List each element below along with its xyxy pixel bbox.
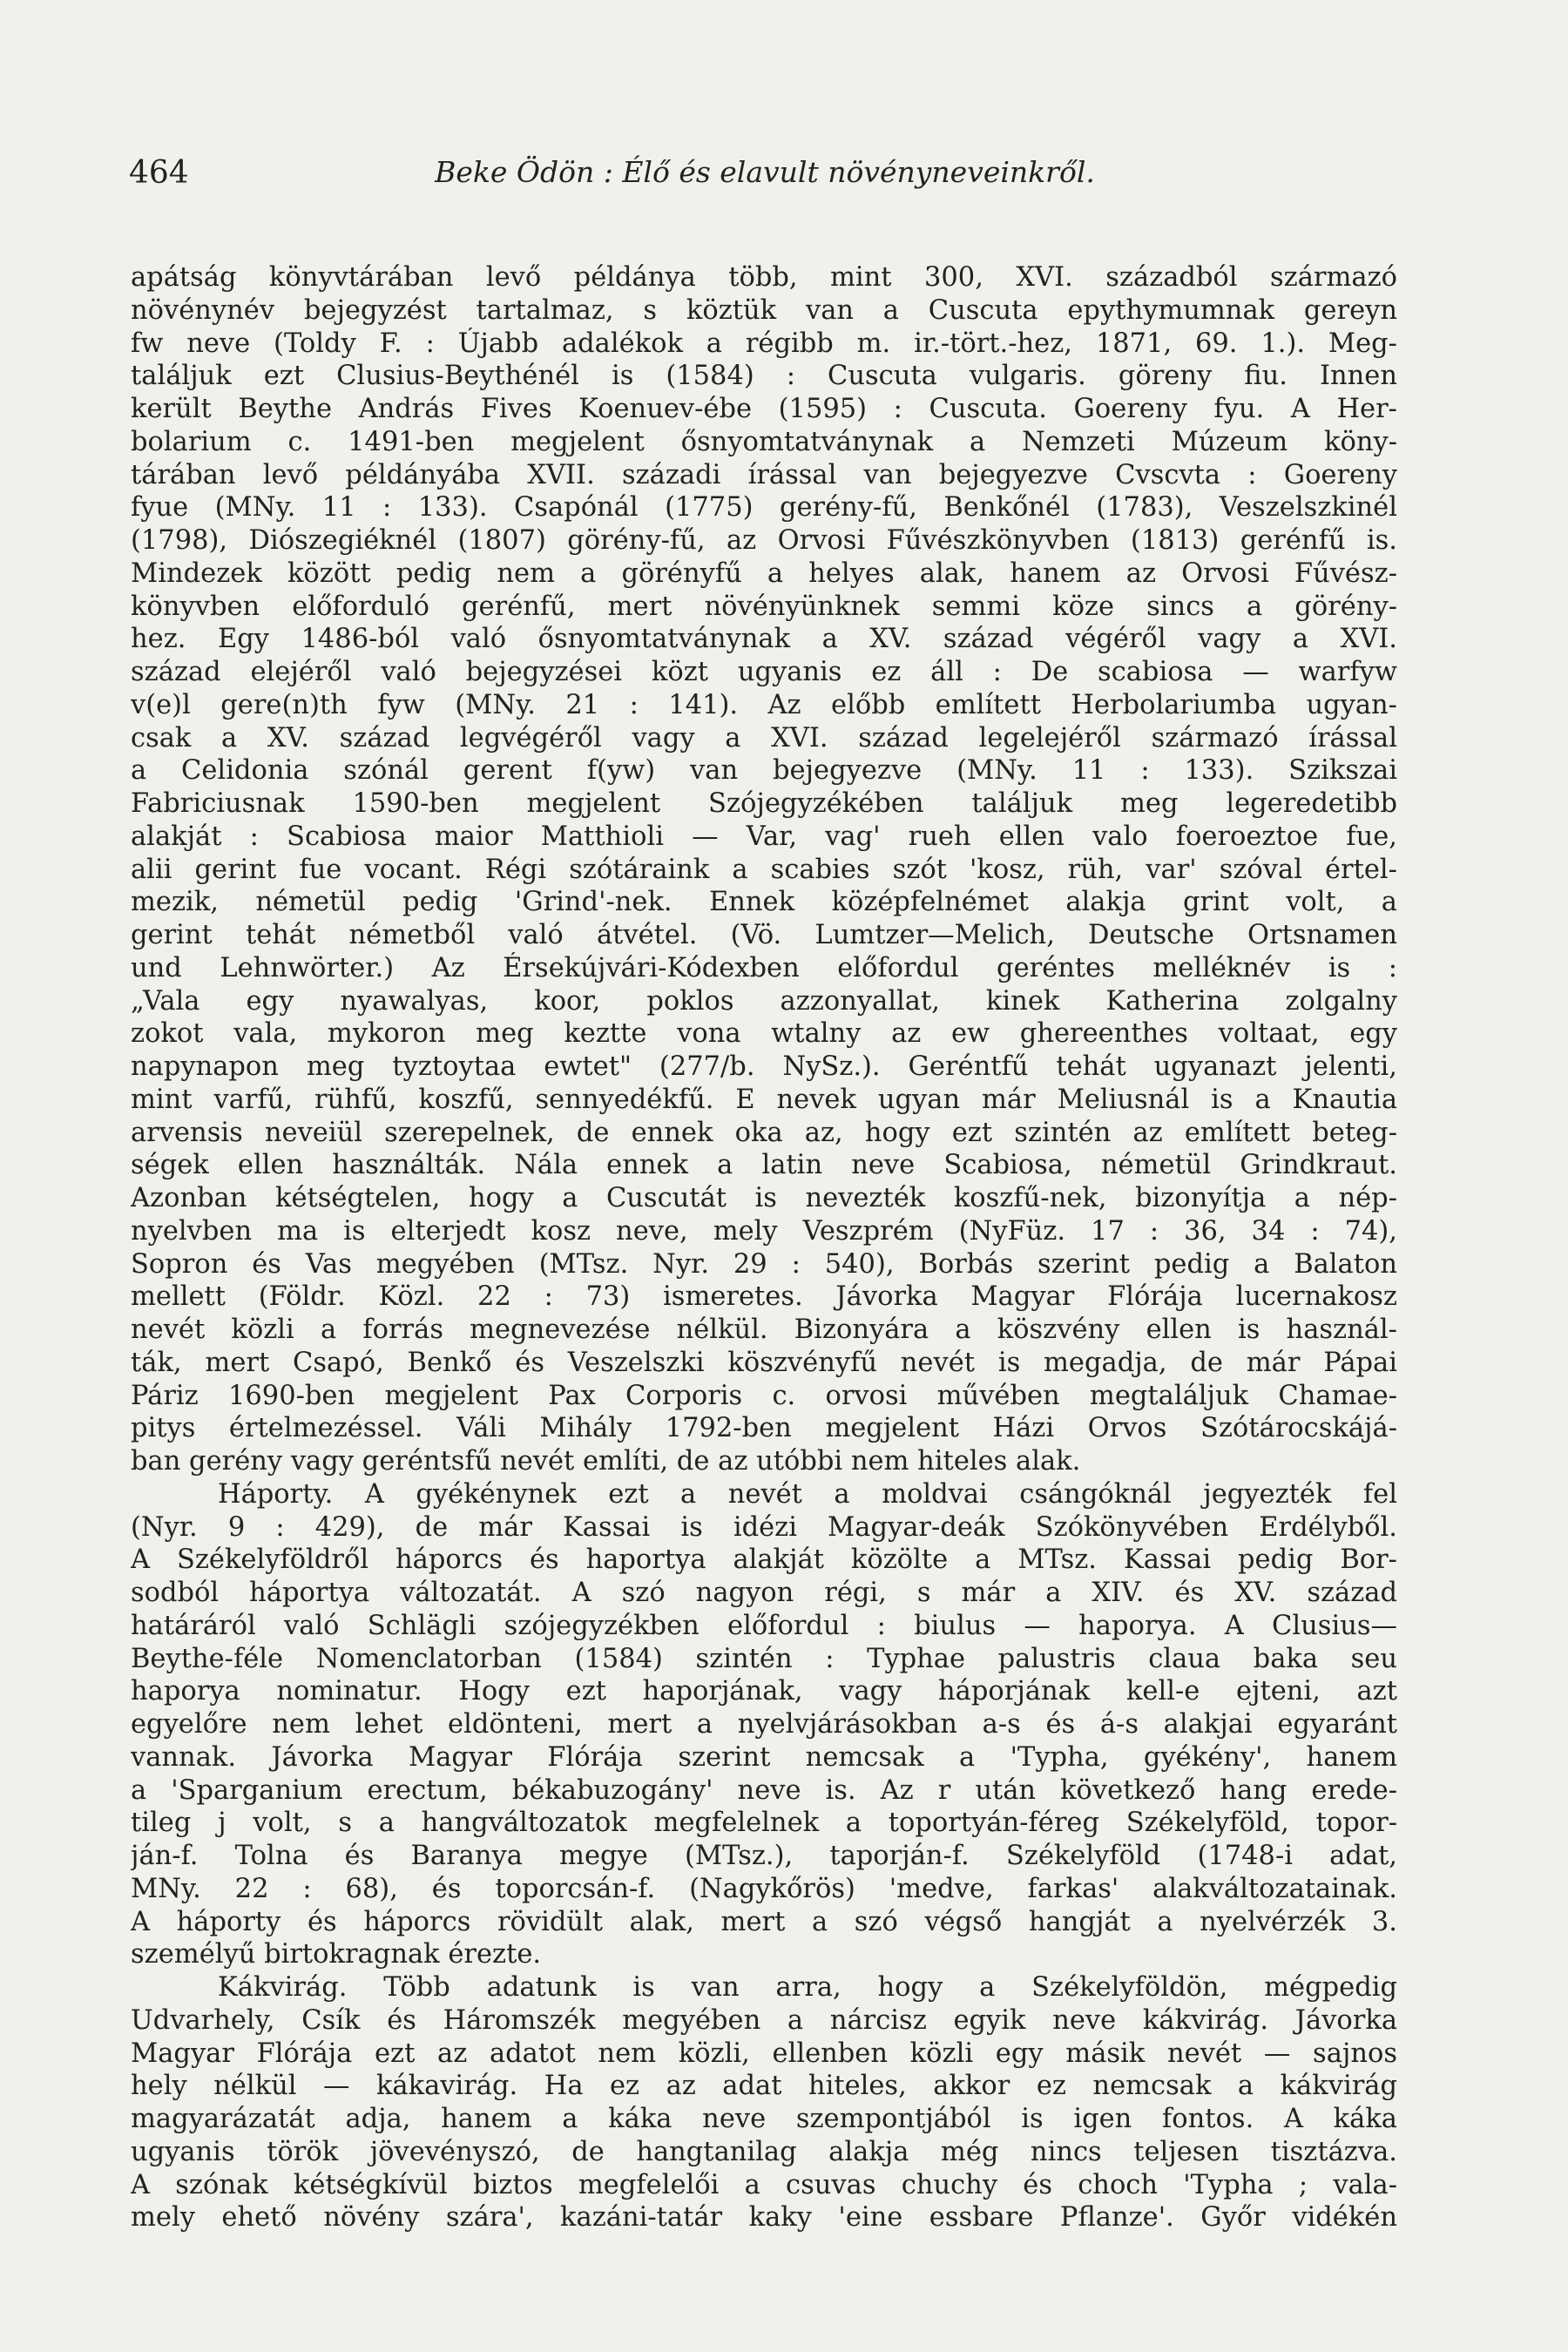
text-line: század elejéről való bejegyzései közt ugyanis ez áll : De scabiosa — warfyw [131,657,1397,687]
body-text [131,261,1397,2234]
text-line: „Vala egy nyawalyas, koor, poklos azzonyallat, kinek Katherina zolgalny [131,985,1397,1017]
text-line: napynapon meg tyztoytaa ewtet" (277/b. NySz.). Geréntfű tehát ugyanazt jelenti, [131,1051,1397,1082]
text-line: nevét közli a forrás megnevezése nélkül. Bizonyára a köszvény ellen is használ- [131,1315,1397,1345]
text-line: arvensis neveiül szerepelnek, de ennek oka az, hogy ezt szintén az említett beteg- [131,1117,1397,1148]
text-line: alakját : Scabiosa maior Matthioli — Var, vag' rueh ellen valo foeroeztoe fue, [131,821,1397,852]
text-line: Azonban kétségtelen, hogy a Cuscutát is nevezték koszfű-nek, bizonyítja a nép- [131,1183,1397,1213]
text-line: egyelőre nem lehet eldönteni, mert a nyelvjárásokban a-s és á-s alakjai egyaránt [131,1709,1397,1740]
text-line: Udvarhely, Csík és Háromszék megyében a nárcisz egyik neve kákvirág. Jávorka [131,2004,1397,2036]
text-line: tárában levő példányába XVII. századi írással van bejegyezve Cvscvta : Goereny [131,459,1397,490]
text-line: növénynév bejegyzést tartalmaz, s köztük van a Cuscuta epythymumnak gereyn [131,294,1397,326]
text-line: találjuk ezt Clusius-Beythénél is (1584) : Cuscuta vulgaris. göreny fiu. Innen [131,361,1397,392]
text-line: hez. Egy 1486-ból való ősnyomtatványnak a XV. század végéről vagy a XVI. [131,624,1397,655]
text-line: Kákvirág. Több adatunk is van arra, hogy a Székelyföldön, mégpedig [218,1972,1397,2003]
text-line: ták, mert Csapó, Benkő és Veszelszki köszvényfű nevét is megadja, de már Pápai [131,1347,1397,1378]
text-line: mint varfű, rühfű, koszfű, sennyedékfű. E nevek ugyan már Meliusnál is a Knautia [131,1084,1397,1115]
text-line: (1798), Diószegiéknél (1807) görény-fű, az Orvosi Fűvészkönyvben (1813) gerénfű is. [131,525,1397,556]
text-line: und Lehnwörter.) Az Érsekújvári-Kódexben előfordul geréntes melléknév is : [131,952,1397,983]
text-line: (Nyr. 9 : 429), de már Kassai is idézi Magyar-deák Szókönyvében Erdélyből. [131,1511,1397,1543]
text-line: a Celidonia szónál gerent f(yw) van bejegyezve (MNy. 11 : 133). Szikszai [131,755,1397,787]
text-line: nyelvben ma is elterjedt kosz neve, mely Veszprém (NyFüz. 17 : 36, 34 : 74), [131,1215,1397,1247]
text-line: ségek ellen használták. Nála ennek a latin neve Scabiosa, németül Grindkraut. [131,1150,1397,1181]
text-line: A háporty és háporcs rövidült alak, mert a szó végső hangját a nyelvérzék 3. [131,1906,1397,1937]
text-line: ján-f. Tolna és Baranya megye (MTsz.), taporján-f. Székelyföld (1748-i adat, [131,1841,1397,1871]
text-line: személyű birtokragnak érezte. [131,1939,542,1970]
text-line: tileg j volt, s a hangváltozatok megfelelnek a toportyán-féreg Székelyföld, topor- [131,1808,1397,1839]
text-line: mellett (Földr. Közl. 22 : 73) ismeretes. Jávorka Magyar Flórája lucernakosz [131,1281,1397,1313]
text-line: magyarázatát adja, hanem a káka neve szempontjából is igen fontos. A káka [131,2104,1397,2134]
text-line: fw neve (Toldy F. : Újabb adalékok a régibb m. ir.-tört.-hez, 1871, 69. 1.). Meg- [131,328,1397,359]
text-line: mezik, németül pedig 'Grind'-nek. Ennek középfelnémet alakja grint volt, a [131,887,1397,918]
page-number: 464 [129,155,189,191]
text-line: határáról való Schlägli szójegyzékben előfordul : biulus — haporya. A Clusius— [131,1610,1397,1641]
text-line: apátság könyvtárában levő példánya több, mint 300, XVI. századból származó [131,262,1397,293]
text-line: hely nélkül — kákavirág. Ha ez az adat hiteles, akkor ez nemcsak a kákvirág [131,2071,1397,2102]
text-line: került Beythe András Fives Koenuev-ébe (1595) : Cuscuta. Goereny fyu. A Her- [131,394,1397,424]
text-line: zokot vala, mykoron meg keztte vona wtalny az ew ghereenthes voltaat, egy [131,1018,1397,1050]
text-line: A Székelyföldről háporcs és haportya alakját közölte a MTsz. Kassai pedig Bor- [131,1544,1397,1576]
text-line: Beythe-féle Nomenclatorban (1584) szintén : Typhae palustris claua baka seu [131,1643,1397,1674]
text-line: ban gerény vagy geréntsfű nevét említi, de az utóbbi nem hiteles alak. [131,1446,1081,1477]
text-line: gerint tehát németből való átvétel. (Vö. Lumtzer—Melich, Deutsche Ortsnamen [131,920,1397,950]
text-line: fyue (MNy. 11 : 133). Csapónál (1775) gerény-fű, Benkőnél (1783), Veszelszkinél [131,492,1397,524]
running-title: Beke Ödön : Élő és elavult növényneveinkről. [435,155,1095,189]
text-line: sodból háportya változatát. A szó nagyon régi, s már a XIV. és XV. század [131,1578,1397,1608]
text-line: ugyanis török jövevényszó, de hangtanilag alakja még nincs teljesen tisztázva. [131,2136,1397,2167]
page-header [129,155,1401,199]
text-line: Háporty. A gyékénynek ezt a nevét a moldvai csángóknál jegyezték fel [218,1478,1397,1510]
text-line: bolarium c. 1491-ben megjelent ősnyomtatványnak a Nemzeti Múzeum köny- [131,426,1397,457]
text-line: vannak. Jávorka Magyar Flórája szerint nemcsak a 'Typha, gyékény', hanem [131,1741,1397,1773]
text-line: A szónak kétségkívül biztos megfelelői a csuvas chuchy és choch 'Typha ; vala- [131,2169,1397,2200]
text-line: MNy. 22 : 68), és toporcsán-f. (Nagykőrös) 'medve, farkas' alakváltozatainak. [131,1873,1397,1904]
text-line: Sopron és Vas megyében (MTsz. Nyr. 29 : 540), Borbás szerint pedig a Balaton [131,1248,1397,1280]
text-line: Magyar Flórája ezt az adatot nem közli, ellenben közli egy másik nevét — sajnos [131,2038,1397,2069]
text-line: csak a XV. század legvégéről vagy a XVI. század legelejéről származó írással [131,722,1397,754]
text-line: a 'Sparganium erectum, békabuzogány' neve is. Az r után következő hang erede- [131,1774,1397,1806]
text-line: Mindezek között pedig nem a görényfű a helyes alak, hanem az Orvosi Fűvész- [131,558,1397,589]
text-line: mely ehető növény szára', kazáni-tatár kaky 'eine essbare Pflanze'. Győr vidékén [131,2202,1397,2234]
text-line: v(e)l gere(n)th fyw (MNy. 21 : 141). Az előbb említett Herbolariumba ugyan- [131,689,1397,720]
text-line: könyvben előforduló gerénfű, mert növényünknek semmi köze sincs a görény- [131,591,1397,622]
text-line: alii gerint fue vocant. Régi szótáraink a scabies szót 'kosz, rüh, var' szóval értel- [131,854,1397,885]
text-line: haporya nominatur. Hogy ezt haporjának, vagy háporjának kell-e ejteni, azt [131,1676,1397,1707]
text-line: pitys értelmezéssel. Váli Mihály 1792-ben megjelent Házi Orvos Szótárocskájá- [131,1413,1397,1444]
text-line: Páriz 1690-ben megjelent Pax Corporis c. orvosi művében megtaláljuk Chamae- [131,1380,1397,1411]
text-line: Fabriciusnak 1590-ben megjelent Szójegyzékében találjuk meg legeredetibb [131,788,1397,819]
